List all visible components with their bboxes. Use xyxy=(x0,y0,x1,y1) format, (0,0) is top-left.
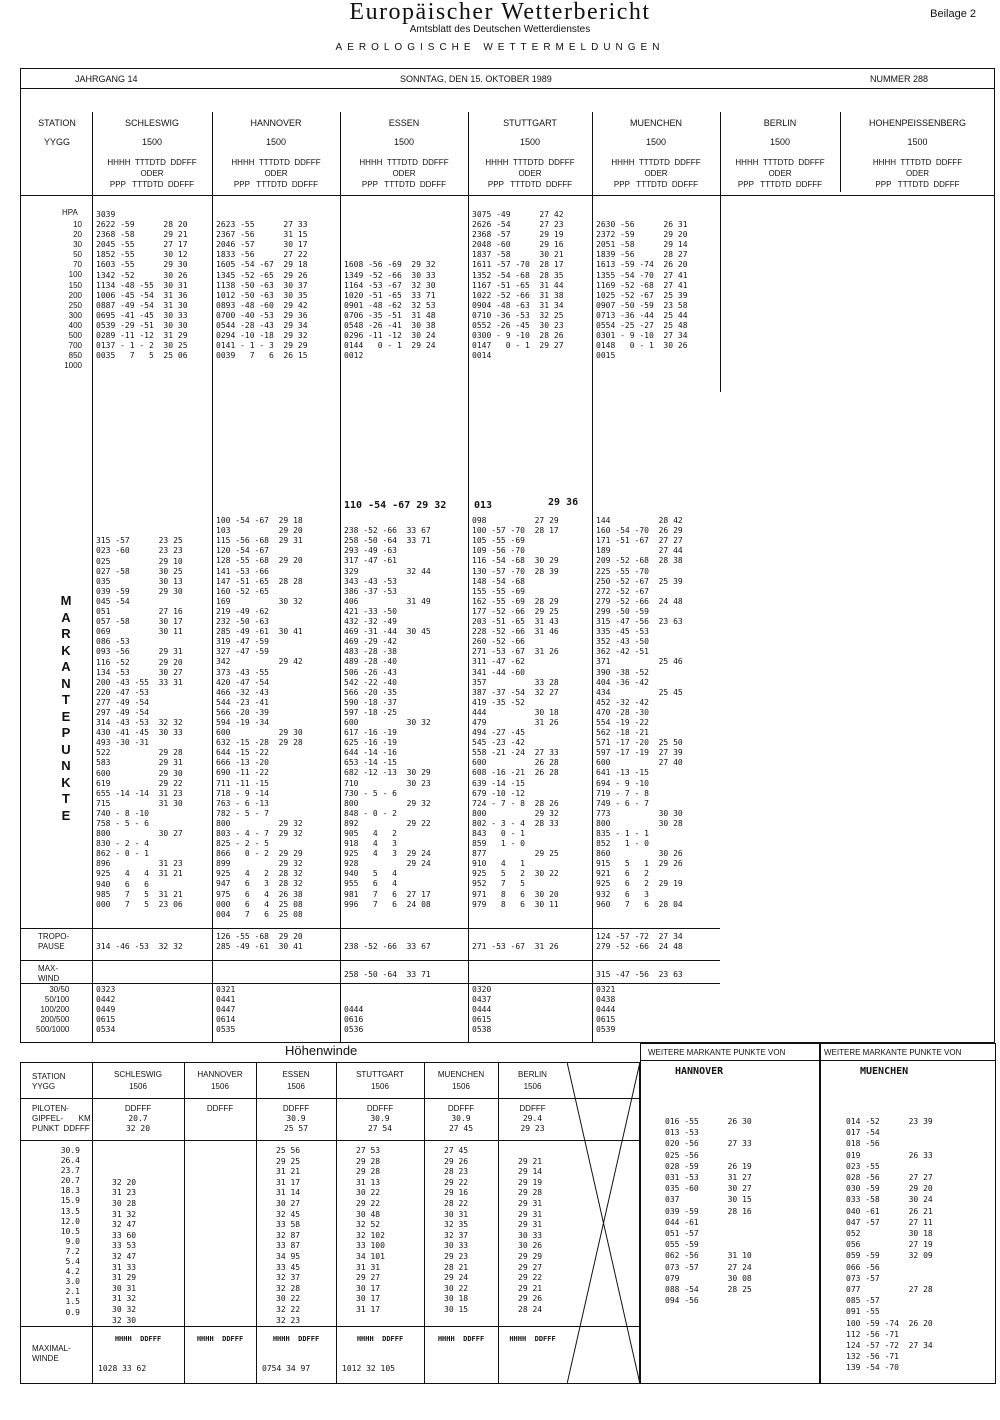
hpa-levels: 10 20 30 50 70 100 150 200 250 300 400 500 700 850 1000 xyxy=(64,220,82,371)
issue-number: NUMMER 288 xyxy=(870,74,929,84)
hw-divider xyxy=(424,1062,425,1384)
mp-schleswig: 315 -57 23 25 023 -60 23 23 025 29 10 027 -58 30 25 035 30 13 039 -59 29 30 045 -54 051 27 16 057 -58 30 17 069 30 11 086 -53 093 -56 29 31 116 -52 29 20 134 -53 30 27 200 -43 -55 33 31 220 -47 -53 277 -49 -54 297 -49 -54 314 -43 -53 32 32 430 -41 -45 30 33 493 -30 -31 522 29 28 583 29 31 600 29 30 619 29 22 655 -14 -14 31 23 715 31 30 740 - 8 -10 758 - 5 - 6 800 30 27 830 - 2 - 4 862 - 0 - 1 896 31 23 925 4 4 31 21 940 6 6 985 7 5 31 21 000 7 5 23 06 xyxy=(96,536,183,909)
station-1-name: HANNOVER xyxy=(250,118,302,128)
markante-letter: T xyxy=(62,791,70,806)
station-6-name: HOHENPEISSENBERG xyxy=(868,118,967,128)
hw-ddfff-label: DDFFF xyxy=(447,1104,475,1113)
tropo-schleswig: 314 -46 -53 32 32 xyxy=(96,942,183,952)
hw-gipfel: 29.4 29 23 xyxy=(520,1114,545,1134)
std-stuttgart: 3075 -49 27 42 2626 -54 27 23 2368 -57 29 19 2048 -60 29 16 1837 -58 30 21 1611 -57 -70 28 17 1352 -54 -68 28 35 1167 -51 -65 31 44 1022 -52 -66 31 38 0904 -48 -63 31 34 0710 -36 -53 32 25 0552 -26 -45 30 23 0300 - 9 -10 28 26 0147 0 - 1 29 27 0014 xyxy=(472,210,564,361)
hw-station-time: 1506 xyxy=(452,1082,470,1091)
hw-max: 1028 33 62 xyxy=(98,1364,147,1373)
hw-station-time: 1506 xyxy=(211,1082,229,1091)
station-3-colhead: HHHH TTTDTD DDFFF xyxy=(485,158,575,167)
weitere-right-title: WEITERE MARKANTE PUNKTE VON xyxy=(824,1048,962,1057)
hw-hhhh-label: HHHH DDFFF xyxy=(272,1335,320,1343)
hw-ddfff-label: DDFFF xyxy=(366,1104,394,1113)
essen-hand-1: 110 -54 -67 29 32 xyxy=(344,500,447,511)
station-4-colhead: PPP TTTDTD DDFFF xyxy=(613,180,699,189)
markante-letter: K xyxy=(61,642,71,658)
stuttgart-hand-1: 013 xyxy=(474,500,493,511)
station-2-name: ESSEN xyxy=(388,118,420,128)
std-schleswig: 3039 2622 -59 28 20 2368 -58 29 21 2045 -55 27 17 1852 -55 30 12 1603 -55 29 30 1342 -52 30 26 1134 -48 -55 30 31 1006 -45 -54 31 36 0887 -49 -54 31 30 0695 -41 -45 30 33 0539 -29 -51 30 30 0289 -11 -12 31 29 0137 - 1 - 2 30 25 0035 7 5 25 06 xyxy=(96,210,188,361)
station-3-name: STUTTGART xyxy=(503,118,557,128)
shear-schleswig: 0323 0442 0449 0615 0534 xyxy=(96,985,116,1035)
station-4-name: MUENCHEN xyxy=(629,118,682,128)
station-5-name: BERLIN xyxy=(763,118,797,128)
station-1-colhead: HHHH TTTDTD DDFFF xyxy=(231,158,321,167)
weitere-right-values: 014 -52 23 39 017 -54 018 -56 019 26 33 023 -55 028 -56 27 27 030 -59 29 20 033 -58 30 24 040 -61 26 21 047 -57 27 11 052 30 18 056 27 19 059 -59 32 09 066 -56 073 -57 077 27 28 085 -57 091 -55 100 -59 -74 26 20 112 -56 -71 124 -57 -72 27 34 132 -56 -71 139 -54 -70 xyxy=(846,1117,933,1373)
tropo-stuttgart: 271 -53 -67 31 26 xyxy=(472,942,559,952)
hw-divider xyxy=(256,1062,257,1384)
station-4-colhead: HHHH TTTDTD DDFFF xyxy=(611,158,701,167)
section-title: AEROLOGISCHE WETTERMELDUNGEN xyxy=(335,42,665,53)
hw-gipfel: 30.9 27 45 xyxy=(448,1114,474,1134)
hw-maxwinde-label: MAXIMAL- WINDE xyxy=(32,1344,71,1364)
hw-gipfel: 20.7 32 20 xyxy=(125,1114,151,1134)
hw-yygg-label: YYGG xyxy=(32,1082,56,1091)
hw-divider xyxy=(498,1062,499,1384)
markante-letter: M xyxy=(60,593,72,608)
jahrgang: JAHRGANG 14 xyxy=(75,74,138,84)
hw-station-name: SCHLESWIG xyxy=(113,1070,162,1079)
hw-values: 27 53 29 28 29 28 31 13 30 22 29 22 30 48 32 52 32 102 33 100 34 101 31 31 29 27 30 17 30 17 31 17 xyxy=(356,1146,385,1314)
hw-values: 27 45 29 26 28 23 29 22 29 16 28 22 30 31 32 35 32 37 30 33 29 23 28 21 29 24 30 22 30 18 30 15 xyxy=(444,1146,469,1314)
hw-hhhh-label: HHHH DDFFF xyxy=(356,1335,404,1343)
markante-letter: R xyxy=(61,626,71,641)
hw-hhhh-label: HHHH DDFFF xyxy=(196,1335,244,1343)
markante-letter: U xyxy=(61,741,71,757)
shear-label: 30/50 50/100 100/200 200/500 500/1000 xyxy=(36,985,70,1035)
hw-station-time: 1506 xyxy=(129,1082,147,1091)
station-0-colhead: ODER xyxy=(140,169,164,178)
maxwind-muenchen: 315 -47 -56 23 63 xyxy=(596,970,683,979)
weitere-left-station: HANNOVER xyxy=(675,1066,724,1077)
station-0-colhead: PPP TTTDTD DDFFF xyxy=(109,180,195,189)
hw-piloten-label: PILOTEN- GIPFEL- KM PUNKT DDFFF xyxy=(32,1104,91,1134)
stuttgart-hand-2: 29 36 xyxy=(548,497,579,508)
mp-hannover: 100 -54 -67 29 18 103 29 20 115 -56 -68 29 31 120 -54 -67 128 -55 -68 29 20 141 -53 -66 147 -51 -65 28 28 160 -52 -65 169 30 32 219 -49 -62 232 -50 -63 285 -49 -61 30 41 319 -47 -59 327 -47 -59 342 29 42 373 -43 -55 420 -47 -54 466 -32 -43 544 -23 -41 566 -20 -39 594 -19 -34 600 29 30 632 -15 -28 29 28 644 -15 -22 666 -13 -20 690 -11 -22 711 -11 -15 718 - 9 -14 763 - 6 -13 782 - 5 - 7 800 29 32 803 - 4 - 7 29 32 825 - 2 - 5 866 0 - 2 29 29 899 29 32 925 4 2 28 32 947 6 3 28 32 975 6 4 26 38 000 6 4 25 08 004 7 6 25 08 xyxy=(216,516,303,919)
weitere-left-title: WEITERE MARKANTE PUNKTE VON xyxy=(648,1048,786,1057)
hw-max: 1012 32 105 xyxy=(342,1364,395,1373)
hw-station-name: HANNOVER xyxy=(197,1070,243,1079)
station-2-time: 1500 xyxy=(393,137,415,147)
hw-station-name: MUENCHEN xyxy=(437,1070,485,1079)
hw-hhhh-label: HHHH DDFFF xyxy=(437,1335,485,1343)
hw-hhhh-label: HHHH DDFFF xyxy=(114,1335,162,1343)
markante-letter: E xyxy=(61,807,71,823)
station-5-time: 1500 xyxy=(769,137,791,147)
shear-stuttgart: 0320 0437 0444 0615 0538 xyxy=(472,985,492,1035)
station-3-colhead: PPP TTTDTD DDFFF xyxy=(487,180,573,189)
hw-values: 25 56 29 25 31 21 31 17 31 14 30 27 32 45 33 58 32 87 33 87 34 95 33 45 32 37 32 28 30 22 32 22 32 23 xyxy=(276,1146,301,1325)
std-essen: 1608 -56 -69 29 32 1349 -52 -66 30 33 1164 -53 -67 32 30 1020 -51 -65 33 71 0901 -48 -62 32 53 0706 -35 -51 31 48 0548 -26 -41 30 38 0296 -11 -12 30 24 0144 0 - 1 29 24 0012 xyxy=(344,260,436,361)
station-0-colhead: HHHH TTTDTD DDFFF xyxy=(107,158,197,167)
markante-letter: P xyxy=(61,725,71,740)
station-6-colhead: ODER xyxy=(905,169,930,178)
hw-ddfff-label: DDFFF xyxy=(124,1104,152,1113)
hw-station-time: 1506 xyxy=(523,1082,542,1091)
markante-letter: A xyxy=(61,609,71,625)
hw-divider xyxy=(92,1062,93,1384)
station-0-time: 1500 xyxy=(141,137,163,147)
maxwind-label: MAX- WIND xyxy=(38,964,60,984)
empty-cross-box xyxy=(567,1062,640,1384)
markante-letter: T xyxy=(62,692,70,707)
station-4-colhead: ODER xyxy=(644,169,668,178)
tropo-label: TROPO- PAUSE xyxy=(38,932,70,952)
station-label: STATION xyxy=(38,118,76,128)
hw-hhhh-label: HHHH DDFFF xyxy=(509,1335,556,1343)
yygg-label: YYGG xyxy=(43,137,70,147)
tropo-essen: 238 -52 -66 33 67 xyxy=(344,942,431,952)
weitere-right-station: MUENCHEN xyxy=(860,1066,909,1077)
hw-station-name: BERLIN xyxy=(518,1070,547,1079)
station-2-colhead: ODER xyxy=(392,169,416,178)
station-2-colhead: HHHH TTTDTD DDFFF xyxy=(359,158,449,167)
hw-station-label: STATION xyxy=(32,1072,66,1081)
hw-ddfff-label: DDFFF xyxy=(519,1104,546,1113)
station-6-colhead: PPP TTTDTD DDFFF xyxy=(875,180,960,189)
hw-values: 29 21 29 14 29 19 29 28 29 31 29 31 29 31 30 33 30 26 29 29 29 27 29 22 29 21 29 26 28 24 xyxy=(518,1156,543,1314)
hw-gipfel: 30.9 25 57 xyxy=(283,1114,309,1134)
markante-letter: N xyxy=(61,675,71,691)
shear-muenchen: 0321 0438 0444 0615 0539 xyxy=(596,985,616,1035)
markante-letter: A xyxy=(61,659,71,674)
station-2-colhead: PPP TTTDTD DDFFF xyxy=(361,180,447,189)
hw-divider xyxy=(336,1062,337,1384)
hw-station-name: STUTTGART xyxy=(356,1070,404,1079)
hpa-label: HPA xyxy=(62,208,78,217)
beilage-label: Beilage 2 xyxy=(930,8,976,20)
hw-station-time: 1506 xyxy=(287,1082,305,1091)
mp-muenchen: 144 28 42 160 -54 -70 26 29 171 -51 -67 27 27 189 27 44 209 -52 -68 28 38 225 -55 -70 250 -52 -67 25 39 272 -52 -67 279 -52 -66 24 48 299 -50 -59 315 -47 -56 23 63 335 -45 -53 352 -43 -50 362 -42 -51 371 25 46 390 -38 -52 404 -36 -42 434 25 45 452 -32 -42 470 -28 -30 554 -19 -22 562 -18 -21 571 -17 -20 25 50 597 -17 -19 27 39 600 27 40 641 -13 -15 694 - 9 -10 719 - 7 - 8 749 - 6 - 7 773 30 30 800 30 28 835 - 1 - 1 852 1 - 0 860 30 26 915 5 1 29 26 921 6 2 925 6 2 29 19 932 6 3 960 7 6 28 04 xyxy=(596,516,683,909)
weitere-left-values: 016 -55 26 30 013 -53 020 -56 27 33 025 -56 028 -59 26 19 031 -53 31 27 035 -60 30 27 037 30 15 039 -59 28 16 044 -61 051 -57 055 -59 062 -56 31 10 073 -57 27 24 079 30 08 088 -54 28 25 094 -56 xyxy=(665,1117,752,1306)
station-4-time: 1500 xyxy=(645,137,667,147)
mp-stuttgart: 098 27 29 100 -57 -70 28 17 105 -55 -69 109 -56 -70 116 -54 -68 30 29 130 -57 -70 28 39 148 -54 -68 155 -55 -69 162 -55 -69 28 29 177 -52 -66 29 25 203 -51 -65 31 43 228 -52 -66 31 46 260 -52 -66 271 -53 -67 31 26 311 -47 -62 341 -44 -60 357 33 28 387 -37 -54 32 27 419 -35 -52 444 30 18 479 31 26 494 -27 -45 545 -23 -42 558 -21 -24 27 33 600 26 28 608 -16 -21 26 28 639 -14 -15 679 -10 -12 724 - 7 - 8 28 26 800 29 32 802 - 3 - 4 28 33 843 0 - 1 859 1 - 0 877 29 25 910 4 1 925 5 2 30 22 952 7 5 971 8 6 30 20 979 8 6 30 11 xyxy=(472,516,559,909)
station-6-colhead: HHHH TTTDTD DDFFF xyxy=(872,158,963,167)
markante-letter: K xyxy=(61,774,71,790)
station-3-colhead: ODER xyxy=(518,169,542,178)
mp-essen: 238 -52 -66 33 67 258 -50 -64 33 71 293 -49 -63 317 -47 -61 329 32 44 343 -43 -53 386 -37 -53 406 31 49 421 -33 -50 432 -32 -49 469 -31 -44 30 45 469 -29 -42 483 -28 -38 489 -28 -40 506 -26 -43 542 -22 -40 566 -20 -35 590 -18 -37 597 -18 -25 600 30 32 617 -16 -19 625 -16 -19 644 -14 -16 653 -14 -15 682 -12 -13 30 29 710 30 23 730 - 5 - 6 800 29 32 848 - 0 - 2 892 29 22 905 4 2 918 4 3 925 4 3 29 24 928 29 24 940 5 4 955 6 4 981 7 6 27 17 996 7 6 24 08 xyxy=(344,526,431,909)
issue-date: SONNTAG, DEN 15. OKTOBER 1989 xyxy=(400,74,552,84)
station-0-name: SCHLESWIG xyxy=(124,118,179,128)
station-1-colhead: PPP TTTDTD DDFFF xyxy=(233,180,319,189)
std-hannover: 2623 -55 27 33 2367 -56 31 15 2046 -57 30 17 1833 -56 27 22 1605 -54 -67 29 18 1345 -52 -65 29 26 1138 -50 -63 30 37 1012 -50 -63 30 35 0893 -48 -60 29 42 0700 -40 -53 29 36 0544 -28 -43 29 34 0294 -10 -18 29 32 0141 - 1 - 3 29 29 0039 7 6 26 15 xyxy=(216,220,308,361)
station-3-time: 1500 xyxy=(519,137,541,147)
hw-max: 0754 34 97 xyxy=(262,1364,311,1373)
station-1-time: 1500 xyxy=(265,137,287,147)
station-5-colhead: ODER xyxy=(768,169,792,178)
station-1-colhead: ODER xyxy=(264,169,288,178)
station-6-time: 1500 xyxy=(907,137,928,147)
station-5-colhead: HHHH TTTDTD DDFFF xyxy=(735,158,825,167)
hw-station-name: ESSEN xyxy=(282,1070,310,1079)
tropo-hannover: 126 -55 -68 29 20 285 -49 -61 30 41 xyxy=(216,932,303,952)
hw-divider xyxy=(184,1062,185,1384)
hw-ddfff-label: DDFFF xyxy=(282,1104,310,1113)
station-5-colhead: PPP TTTDTD DDFFF xyxy=(737,180,823,189)
hw-ddfff-label: DDFFF xyxy=(206,1104,234,1113)
hw-gipfel: 30.9 27 54 xyxy=(367,1114,393,1134)
maxwind-essen: 258 -50 -64 33 71 xyxy=(344,970,431,979)
shear-essen: 0444 0616 0536 xyxy=(344,1005,364,1035)
markante-letter: N xyxy=(61,758,71,773)
markante-letter: E xyxy=(61,708,71,724)
markante-punkte-label xyxy=(58,593,74,824)
hw-station-time: 1506 xyxy=(371,1082,389,1091)
hw-values: 32 20 31 23 30 28 31 32 32 47 33 60 33 53 32 47 31 33 31 29 30 31 31 32 30 32 32 30 xyxy=(112,1177,137,1325)
tropo-muenchen: 124 -57 -72 27 34 279 -52 -66 24 48 xyxy=(596,932,683,952)
hw-km-levels: 30.9 26.4 23.7 20.7 18.3 15.9 13.5 12.0 10.5 9.0 7.2 5.4 4.2 3.0 2.1 1.5 0.9 xyxy=(60,1146,80,1317)
page-subtitle: Amtsblatt des Deutschen Wetterdienstes xyxy=(409,24,591,35)
page-title: Europäischer Wetterbericht xyxy=(349,0,651,25)
std-muenchen: 2630 -56 26 31 2372 -59 29 20 2051 -58 29 14 1839 -56 28 27 1613 -59 -74 26 20 1355 -54 -70 27 41 1169 -52 -68 27 41 1025 -52 -67 25 39 0907 -50 -59 23 58 0713 -36 -44 25 44 0554 -25 -27 25 48 0301 - 9 -10 27 34 0148 0 - 1 30 26 0015 xyxy=(596,220,688,361)
hoehenwinde-title: Höhenwinde xyxy=(285,1043,358,1058)
shear-hannover: 0321 0441 0447 0614 0535 xyxy=(216,985,236,1035)
